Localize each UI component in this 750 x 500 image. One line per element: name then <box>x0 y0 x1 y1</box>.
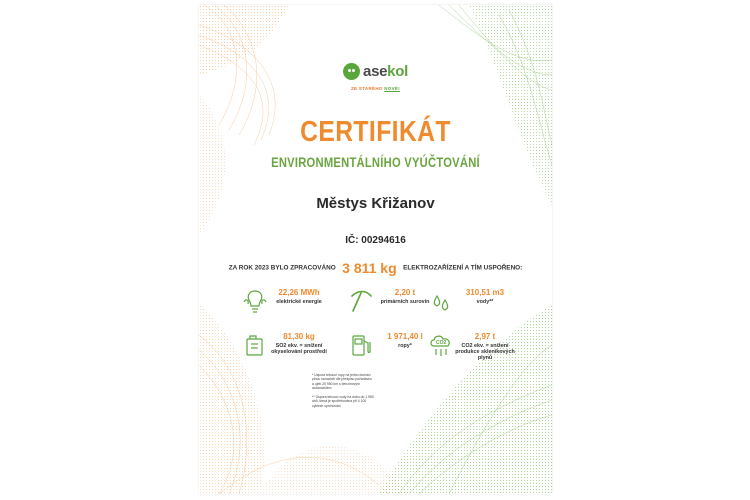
summary-before: ZA ROK 2023 BYLO ZPRACOVÁNO <box>228 264 336 272</box>
item-value: 2,97 t <box>474 332 496 341</box>
saving-item-water <box>429 288 541 328</box>
asekol-face-icon <box>343 63 360 80</box>
svg-text:CO2: CO2 <box>436 340 447 346</box>
fuel-pump-icon <box>349 332 373 358</box>
asekol-logo <box>199 63 552 91</box>
certificate-title: CERTIFIKÁT <box>300 116 451 148</box>
item-value: 310,51 m3 <box>465 288 505 297</box>
item-value: 81,30 kg <box>283 332 315 341</box>
footnote-oil: * Uspora tekoucí ropy na jednu domácí plnou kanceláří dle předpisu požadavku a ujetí 25 950 km s benzínovým automobilem <box>312 373 372 390</box>
footnotes <box>312 373 374 413</box>
certificate-page <box>199 5 552 494</box>
footnote-water: ** Úspora tekoucí vody na dobu do 1 980 dnů, která je spotřebována při 4 100 cyklech sprchování <box>312 395 374 408</box>
saving-item-co2 <box>429 332 541 372</box>
logo-tagline: ZE STARÉHO NOVÉ! <box>351 86 400 91</box>
summary-after: ELEKTROZAŘÍZENÍ A TÍM USPOŘENO: <box>403 264 523 272</box>
summary-amount: 3 811 kg <box>342 259 397 276</box>
co2-cloud-icon <box>429 332 453 358</box>
ico-number: IČ: 00294616 <box>345 235 406 246</box>
item-label: CO2 ekv. = snížení produkce skleníkových plynů <box>455 343 515 362</box>
energy-bulb-icon <box>243 288 267 314</box>
canister-icon <box>243 332 267 358</box>
item-label: ropy* <box>398 343 412 349</box>
summary-line <box>199 259 552 277</box>
item-value: 22,26 MWh <box>278 288 320 297</box>
item-label: primárních surovin <box>380 299 430 305</box>
pickaxe-icon <box>349 288 373 314</box>
item-label: SO2 ekv. = snížení okyselování prostředí <box>271 343 327 356</box>
item-value: 1 971,40 l <box>387 332 423 341</box>
entity-name: Městys Křižanov <box>316 195 435 212</box>
certificate-subtitle: ENVIRONMENTÁLNÍHO VYÚČTOVÁNÍ <box>271 154 480 170</box>
item-label: elektrické energie <box>276 299 322 305</box>
saving-item-so2 <box>243 332 355 372</box>
logo-wordmark: asekol <box>363 63 408 80</box>
water-drops-icon <box>429 288 453 314</box>
item-label: vody** <box>476 299 494 305</box>
saving-item-energy <box>243 288 355 328</box>
item-value: 2,20 t <box>394 288 416 297</box>
